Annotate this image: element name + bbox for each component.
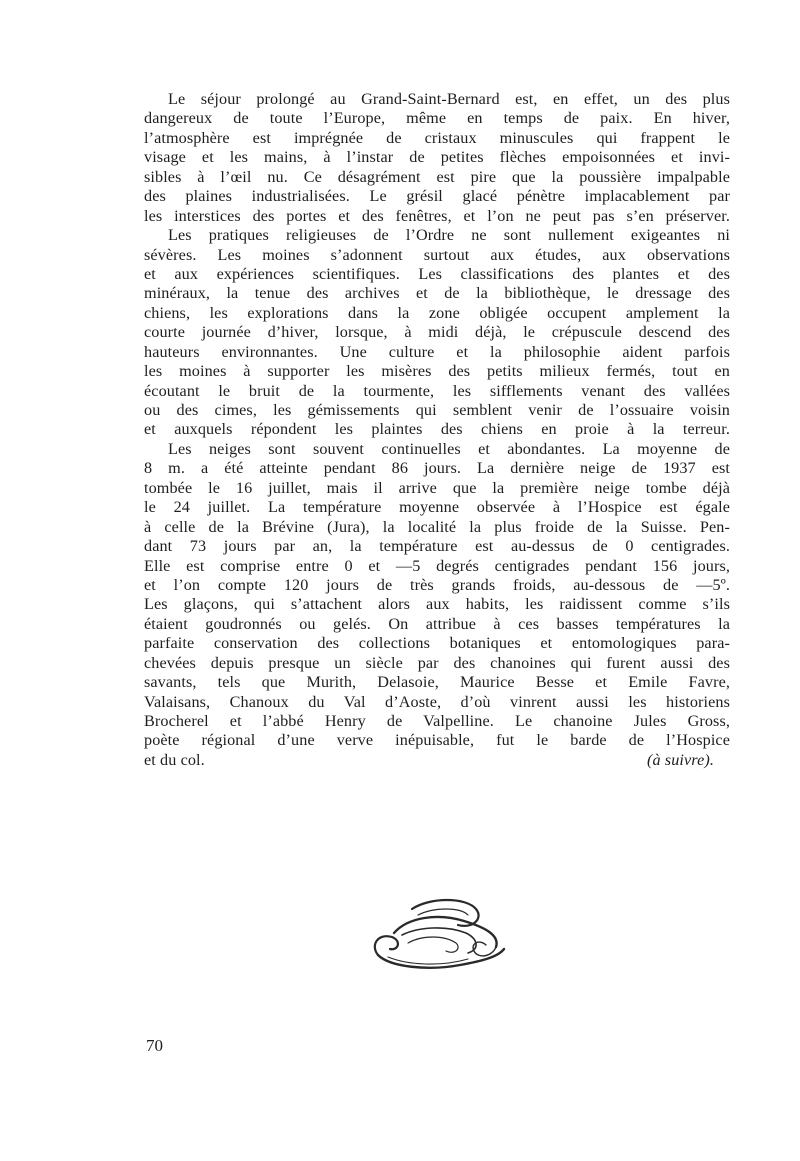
text-line: chiens, les explorations dans la zone obligée occupent amplement la bbox=[144, 303, 730, 322]
text-line: et aux expériences scientifiques. Les classifications des plantes et des bbox=[144, 264, 730, 283]
text-line: Brocherel et l’abbé Henry de Valpelline. Le chanoine Jules Gross, bbox=[144, 712, 730, 730]
text-line: les moines à supporter les misères des petits milieux fermés, tout en bbox=[144, 362, 730, 381]
text-line: parfaite conservation des collections botaniques et entomologiques para- bbox=[144, 634, 730, 653]
text-line: et auxquels répondent les plaintes des chiens en proie à la terreur. bbox=[144, 420, 730, 439]
text-line: Les pratiques religieuses de l’Ordre ne sont nullement exigeantes ni bbox=[168, 226, 730, 245]
text-line: minéraux, la tenue des archives et de la bibliothèque, le dressage des bbox=[144, 284, 730, 303]
text-line: Les glaçons, qui s’attachent alors aux habits, les raidissent comme s’ils bbox=[144, 595, 730, 614]
text-line: savants, tels que Murith, Delasoie, Maurice Besse et Emile Favre, bbox=[144, 673, 730, 692]
body-text bbox=[144, 90, 730, 770]
text-line: les interstices des portes et des fenêtres, et l’on ne peut pas s’en préserver. bbox=[144, 206, 730, 225]
text-line: dangereux de toute l’Europe, même en temps de paix. En hiver, bbox=[144, 109, 730, 128]
text-line: Le séjour prolongé au Grand-Saint-Bernard est, en effet, un des plus bbox=[168, 90, 730, 108]
continuation-note: (à suivre). bbox=[646, 750, 714, 769]
text-line: écoutant le bruit de la tourmente, les sifflements venant des vallées bbox=[144, 381, 730, 400]
text-line: l’atmosphère est imprégnée de cristaux minuscules qui frappent le bbox=[144, 128, 730, 147]
text-line: étaient goudronnés ou gelés. On attribue à ces basses températures la bbox=[144, 614, 730, 633]
text-line: des plaines industrialisées. Le grésil glacé pénètre implacablement par bbox=[144, 187, 730, 206]
text-line: à celle de la Brévine (Jura), la localité la plus froide de la Suisse. Pen- bbox=[144, 517, 730, 536]
page-number: 70 bbox=[146, 1036, 163, 1055]
text-line: Valaisans, Chanoux du Val d’Aoste, d’où vinrent aussi les historiens bbox=[144, 692, 730, 711]
text-line: le 24 juillet. La température moyenne observée à l’Hospice est égale bbox=[144, 498, 730, 517]
text-line: sévères. Les moines s’adonnent surtout aux études, aux observations bbox=[144, 245, 730, 264]
text-line: hauteurs environnantes. Une culture et la philosophie aident parfois bbox=[144, 342, 730, 361]
text-line: tombée le 16 juillet, mais il arrive que la première neige tombe déjà bbox=[144, 478, 730, 497]
text-line: chevées depuis presque un siècle par des chanoines qui furent aussi des bbox=[144, 653, 730, 672]
final-line-text: et du col. bbox=[144, 750, 205, 769]
text-line: courte journée d’hiver, lorsque, à midi déjà, le crépuscule descend des bbox=[144, 323, 730, 342]
text-line: dant 73 jours par an, la température est au-dessus de 0 centigrades. bbox=[144, 537, 730, 556]
text-line: 8 m. a été atteinte pendant 86 jours. La dernière neige de 1937 est bbox=[144, 459, 730, 478]
final-text-line bbox=[144, 751, 730, 770]
text-line: et l’on compte 120 jours de très grands froids, au-dessous de —5º. bbox=[144, 575, 730, 594]
text-line: visage et les mains, à l’instar de petites flèches empoisonnées et invi- bbox=[144, 148, 730, 167]
flourish-ornament-icon bbox=[368, 895, 508, 975]
text-line: sibles à l’œil nu. Ce désagrément est pire que la poussière impalpable bbox=[144, 167, 730, 186]
text-line: poète régional d’une verve inépuisable, fut le barde de l’Hospice bbox=[144, 731, 730, 750]
text-line: ou des cimes, les gémissements qui semblent venir de l’ossuaire voisin bbox=[144, 401, 730, 419]
text-line: Les neiges sont souvent continuelles et abondantes. La moyenne de bbox=[168, 439, 730, 458]
text-line: Elle est comprise entre 0 et —5 degrés centigrades pendant 156 jours, bbox=[144, 556, 730, 575]
